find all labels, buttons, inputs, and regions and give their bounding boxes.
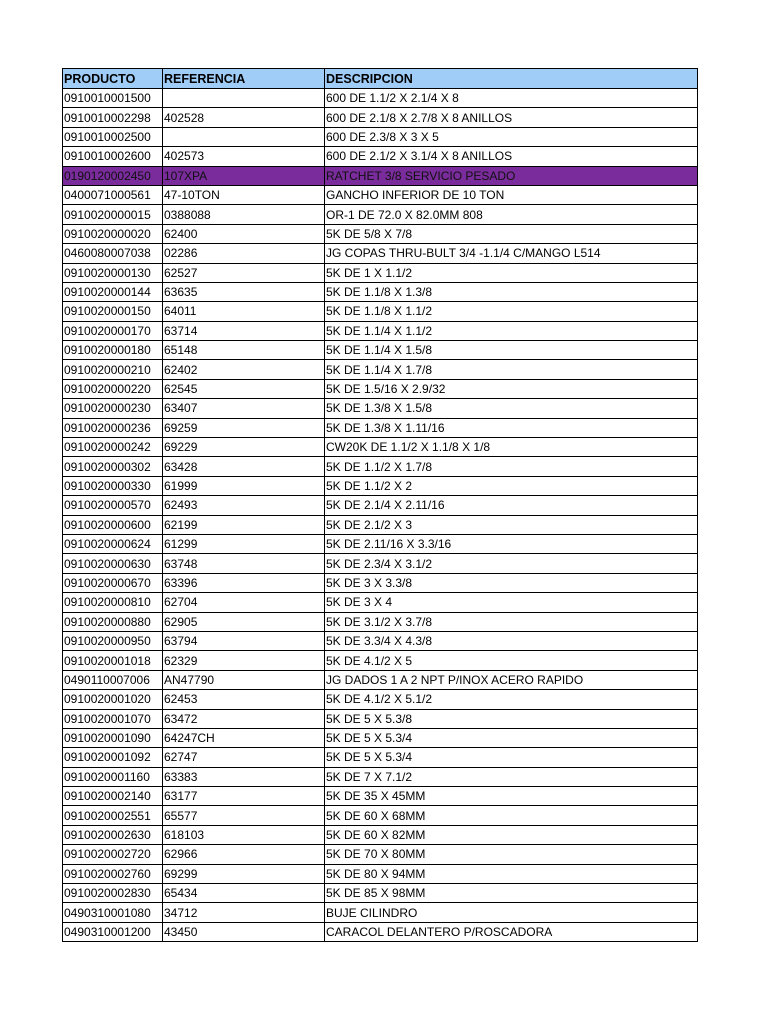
cell-referencia[interactable]: 63635: [163, 282, 325, 301]
cell-referencia[interactable]: 64247CH: [163, 728, 325, 747]
cell-producto[interactable]: 0910020000630: [63, 554, 163, 573]
table-row: [63, 263, 698, 282]
table-row: [63, 534, 698, 553]
table-row: [63, 922, 698, 941]
cell-producto[interactable]: 0910020000330: [63, 476, 163, 495]
cell-producto[interactable]: 0190120002450: [63, 166, 163, 185]
cell-descripcion[interactable]: 5K DE 5 X 5.3/8: [325, 709, 698, 728]
table-row: [63, 108, 698, 127]
cell-descripcion[interactable]: JG DADOS 1 A 2 NPT P/INOX ACERO RAPIDO: [325, 670, 698, 689]
cell-descripcion[interactable]: 5K DE 3.3/4 X 4.3/8: [325, 631, 698, 650]
cell-referencia[interactable]: 62493: [163, 496, 325, 515]
cell-descripcion[interactable]: 5K DE 35 X 45MM: [325, 787, 698, 806]
cell-descripcion[interactable]: RATCHET 3/8 SERVICIO PESADO: [325, 166, 698, 185]
cell-referencia[interactable]: 62527: [163, 263, 325, 282]
cell-descripcion[interactable]: 5K DE 3 X 4: [325, 593, 698, 612]
table-row: [63, 593, 698, 612]
table-row: [63, 89, 698, 108]
cell-referencia[interactable]: 63177: [163, 787, 325, 806]
table-row: [63, 709, 698, 728]
cell-producto[interactable]: 0910020001092: [63, 748, 163, 767]
cell-referencia[interactable]: 0388088: [163, 205, 325, 224]
cell-referencia[interactable]: 62905: [163, 612, 325, 631]
cell-producto[interactable]: 0910020002140: [63, 787, 163, 806]
cell-referencia[interactable]: 63472: [163, 709, 325, 728]
cell-producto[interactable]: 0910020000570: [63, 496, 163, 515]
cell-producto[interactable]: 0910020001018: [63, 651, 163, 670]
cell-descripcion[interactable]: 5K DE 1.1/2 X 1.7/8: [325, 457, 698, 476]
cell-descripcion[interactable]: 5K DE 1.3/8 X 1.5/8: [325, 399, 698, 418]
table-row: [63, 399, 698, 418]
table-row: [63, 690, 698, 709]
table-row: [63, 224, 698, 243]
cell-producto[interactable]: 0910020000880: [63, 612, 163, 631]
table-body: [63, 89, 698, 942]
cell-producto[interactable]: 0910020001090: [63, 728, 163, 747]
product-table: [62, 68, 698, 942]
cell-descripcion[interactable]: 600 DE 2.1/8 X 2.7/8 X 8 ANILLOS: [325, 108, 698, 127]
cell-referencia[interactable]: 43450: [163, 922, 325, 941]
cell-referencia[interactable]: 63428: [163, 457, 325, 476]
cell-descripcion[interactable]: 5K DE 1 X 1.1/2: [325, 263, 698, 282]
table-row: [63, 787, 698, 806]
cell-producto[interactable]: 0910020000210: [63, 360, 163, 379]
table-row: [63, 127, 698, 146]
cell-descripcion[interactable]: 5K DE 1.1/4 X 1.5/8: [325, 341, 698, 360]
cell-referencia[interactable]: [163, 89, 325, 108]
cell-referencia[interactable]: 62400: [163, 224, 325, 243]
cell-referencia[interactable]: 64011: [163, 302, 325, 321]
cell-referencia[interactable]: 618103: [163, 825, 325, 844]
table-row: [63, 806, 698, 825]
table-row: [63, 282, 698, 301]
table-row: [63, 651, 698, 670]
cell-referencia[interactable]: 62329: [163, 651, 325, 670]
cell-descripcion[interactable]: OR-1 DE 72.0 X 82.0MM 808: [325, 205, 698, 224]
cell-producto[interactable]: 0910020000236: [63, 418, 163, 437]
cell-producto[interactable]: 0910020000624: [63, 534, 163, 553]
cell-descripcion[interactable]: 5K DE 1.1/8 X 1.3/8: [325, 282, 698, 301]
cell-referencia[interactable]: 402528: [163, 108, 325, 127]
table-header: [63, 69, 698, 89]
table-row: [63, 612, 698, 631]
cell-producto[interactable]: 0400071000561: [63, 185, 163, 204]
cell-descripcion[interactable]: 600 DE 2.1/2 X 3.1/4 X 8 ANILLOS: [325, 147, 698, 166]
cell-descripcion[interactable]: 5K DE 85 X 98MM: [325, 884, 698, 903]
table-row: [63, 244, 698, 263]
cell-producto[interactable]: 0910020001020: [63, 690, 163, 709]
cell-referencia[interactable]: 63794: [163, 631, 325, 650]
cell-referencia[interactable]: 62402: [163, 360, 325, 379]
cell-producto[interactable]: 0910020000230: [63, 399, 163, 418]
table-row: [63, 360, 698, 379]
table-row: [63, 864, 698, 883]
cell-producto[interactable]: 0910020002630: [63, 825, 163, 844]
cell-producto[interactable]: 0910020002830: [63, 884, 163, 903]
cell-producto[interactable]: 0910020000020: [63, 224, 163, 243]
cell-descripcion[interactable]: 5K DE 80 X 94MM: [325, 864, 698, 883]
cell-producto[interactable]: 0490310001080: [63, 903, 163, 922]
table-row: [63, 302, 698, 321]
header-producto[interactable]: PRODUCTO: [63, 69, 163, 89]
cell-referencia[interactable]: 62747: [163, 748, 325, 767]
table-row: [63, 321, 698, 340]
cell-referencia[interactable]: 63396: [163, 573, 325, 592]
cell-descripcion[interactable]: 5K DE 1.3/8 X 1.11/16: [325, 418, 698, 437]
cell-descripcion[interactable]: 5K DE 2.3/4 X 3.1/2: [325, 554, 698, 573]
cell-producto[interactable]: 0910020000600: [63, 515, 163, 534]
cell-descripcion[interactable]: BUJE CILINDRO: [325, 903, 698, 922]
cell-producto[interactable]: 0910010002500: [63, 127, 163, 146]
cell-producto[interactable]: 0910020000180: [63, 341, 163, 360]
cell-referencia[interactable]: 69229: [163, 438, 325, 457]
table-row: [63, 903, 698, 922]
cell-descripcion[interactable]: 600 DE 1.1/2 X 2.1/4 X 8: [325, 89, 698, 108]
cell-producto[interactable]: 0910020000810: [63, 593, 163, 612]
table-row: [63, 631, 698, 650]
cell-referencia[interactable]: 69299: [163, 864, 325, 883]
cell-producto[interactable]: 0490110007006: [63, 670, 163, 689]
cell-referencia[interactable]: 65577: [163, 806, 325, 825]
cell-descripcion[interactable]: 600 DE 2.3/8 X 3 X 5: [325, 127, 698, 146]
cell-producto[interactable]: 0910020001160: [63, 767, 163, 786]
cell-referencia[interactable]: 62453: [163, 690, 325, 709]
header-referencia[interactable]: REFERENCIA: [163, 69, 325, 89]
cell-referencia[interactable]: 63407: [163, 399, 325, 418]
table-row: [63, 670, 698, 689]
table-row: [63, 379, 698, 398]
cell-descripcion[interactable]: 5K DE 3 X 3.3/8: [325, 573, 698, 592]
table-row: [63, 166, 698, 185]
cell-producto[interactable]: 0910020002551: [63, 806, 163, 825]
cell-producto[interactable]: 0910020000015: [63, 205, 163, 224]
cell-descripcion[interactable]: 5K DE 1.5/16 X 2.9/32: [325, 379, 698, 398]
cell-descripcion[interactable]: 5K DE 7 X 7.1/2: [325, 767, 698, 786]
cell-referencia[interactable]: 402573: [163, 147, 325, 166]
cell-referencia[interactable]: 107XPA: [163, 166, 325, 185]
cell-producto[interactable]: 0910020002760: [63, 864, 163, 883]
cell-descripcion[interactable]: 5K DE 60 X 82MM: [325, 825, 698, 844]
cell-referencia[interactable]: 69259: [163, 418, 325, 437]
cell-producto[interactable]: 0910020001070: [63, 709, 163, 728]
cell-producto[interactable]: 0460080007038: [63, 244, 163, 263]
header-row: [63, 69, 698, 89]
cell-descripcion[interactable]: 5K DE 2.1/4 X 2.11/16: [325, 496, 698, 515]
cell-producto[interactable]: 0910020000170: [63, 321, 163, 340]
cell-referencia[interactable]: 47-10TON: [163, 185, 325, 204]
cell-producto[interactable]: 0910020000144: [63, 282, 163, 301]
table-row: [63, 748, 698, 767]
cell-descripcion[interactable]: 5K DE 1.1/8 X 1.1/2: [325, 302, 698, 321]
table-row: [63, 884, 698, 903]
table-row: [63, 515, 698, 534]
cell-referencia[interactable]: 02286: [163, 244, 325, 263]
table-row: [63, 205, 698, 224]
cell-descripcion[interactable]: CW20K DE 1.1/2 X 1.1/8 X 1/8: [325, 438, 698, 457]
cell-referencia[interactable]: 61999: [163, 476, 325, 495]
cell-producto[interactable]: 0910020000220: [63, 379, 163, 398]
cell-referencia[interactable]: 61299: [163, 534, 325, 553]
cell-producto[interactable]: 0910020002720: [63, 845, 163, 864]
table-row: [63, 147, 698, 166]
cell-referencia[interactable]: [163, 127, 325, 146]
cell-producto[interactable]: 0910020000130: [63, 263, 163, 282]
cell-referencia[interactable]: 62199: [163, 515, 325, 534]
cell-descripcion[interactable]: 5K DE 60 X 68MM: [325, 806, 698, 825]
cell-producto[interactable]: 0910020000950: [63, 631, 163, 650]
table-row: [63, 341, 698, 360]
table-row: [63, 185, 698, 204]
cell-referencia[interactable]: AN47790: [163, 670, 325, 689]
cell-referencia[interactable]: 62966: [163, 845, 325, 864]
cell-producto[interactable]: 0910020000150: [63, 302, 163, 321]
cell-descripcion[interactable]: 5K DE 4.1/2 X 5.1/2: [325, 690, 698, 709]
table-row: [63, 767, 698, 786]
cell-descripcion[interactable]: CARACOL DELANTERO P/ROSCADORA: [325, 922, 698, 941]
cell-referencia[interactable]: 62704: [163, 593, 325, 612]
cell-producto[interactable]: 0910020000242: [63, 438, 163, 457]
table-row: [63, 825, 698, 844]
table-row: [63, 457, 698, 476]
table-row: [63, 573, 698, 592]
cell-producto[interactable]: 0910010001500: [63, 89, 163, 108]
table-row: [63, 554, 698, 573]
cell-producto[interactable]: 0910010002298: [63, 108, 163, 127]
cell-referencia[interactable]: 65434: [163, 884, 325, 903]
cell-descripcion[interactable]: JG COPAS THRU-BULT 3/4 -1.1/4 C/MANGO L514: [325, 244, 698, 263]
cell-referencia[interactable]: 62545: [163, 379, 325, 398]
cell-descripcion[interactable]: 5K DE 3.1/2 X 3.7/8: [325, 612, 698, 631]
cell-descripcion[interactable]: 5K DE 2.1/2 X 3: [325, 515, 698, 534]
cell-producto[interactable]: 0490310001200: [63, 922, 163, 941]
cell-referencia[interactable]: 63383: [163, 767, 325, 786]
cell-descripcion[interactable]: 5K DE 1.1/4 X 1.7/8: [325, 360, 698, 379]
cell-descripcion[interactable]: 5K DE 4.1/2 X 5: [325, 651, 698, 670]
table-row: [63, 728, 698, 747]
cell-descripcion[interactable]: 5K DE 5/8 X 7/8: [325, 224, 698, 243]
cell-descripcion[interactable]: 5K DE 5 X 5.3/4: [325, 748, 698, 767]
table-row: [63, 438, 698, 457]
cell-descripcion[interactable]: 5K DE 2.11/16 X 3.3/16: [325, 534, 698, 553]
cell-descripcion[interactable]: 5K DE 5 X 5.3/4: [325, 728, 698, 747]
cell-descripcion[interactable]: GANCHO INFERIOR DE 10 TON: [325, 185, 698, 204]
cell-producto[interactable]: 0910010002600: [63, 147, 163, 166]
cell-descripcion[interactable]: 5K DE 1.1/2 X 2: [325, 476, 698, 495]
cell-producto[interactable]: 0910020000670: [63, 573, 163, 592]
table-row: [63, 496, 698, 515]
cell-producto[interactable]: 0910020000302: [63, 457, 163, 476]
cell-referencia[interactable]: 63714: [163, 321, 325, 340]
cell-referencia[interactable]: 65148: [163, 341, 325, 360]
cell-descripcion[interactable]: 5K DE 70 X 80MM: [325, 845, 698, 864]
cell-descripcion[interactable]: 5K DE 1.1/4 X 1.1/2: [325, 321, 698, 340]
cell-referencia[interactable]: 63748: [163, 554, 325, 573]
table-row: [63, 418, 698, 437]
header-descripcion[interactable]: DESCRIPCION: [325, 69, 698, 89]
cell-referencia[interactable]: 34712: [163, 903, 325, 922]
table-row: [63, 476, 698, 495]
table-row: [63, 845, 698, 864]
